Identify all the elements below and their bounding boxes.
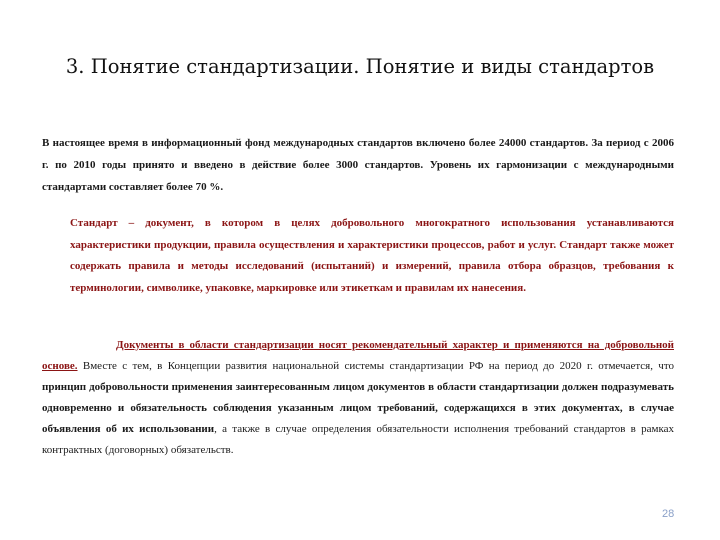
- paragraph-standard-definition: Стандарт – документ, в котором в целях добровольного многократного использования устанавливаются характеристики продукции, правила осуществления и характеристики процессов, работ и услуг. Стандарт также может содержать правила и методы исследований (испытаний) и измерений, правила отбора образцов, требования к терминологии, символике, упаковке, маркировке или этикеткам и правилам их нанесения.: [70, 217, 674, 294]
- page-number: 28: [662, 508, 675, 520]
- recommendation-statement: Документы в области стандартизации носят рекомендательный характер и применяются на добровольной основе.: [42, 339, 674, 372]
- paragraph-voluntary-principle: [42, 335, 674, 461]
- voluntary-principle-bold: принцип добровольности применения заинтересованным лицом документов в области стандартизации должен подразумевать одновременно и обязательность соблюдения указанным лицом требований, содержащихся в этих документах, в случае объявления об их использовании: [42, 381, 674, 435]
- slide-title: 3. Понятие стандартизации. Понятие и виды стандартов: [65, 55, 655, 78]
- concept-text-1: Вместе с тем, в Концепции развития национальной системы стандартизации РФ на период до 2020 г. отмечается, что: [77, 360, 674, 372]
- concept-text-2: , а также в случае определения обязательности исполнения требований стандартов в рамках контрактных (договорных) обязательств.: [42, 423, 675, 456]
- paragraph-intro: В настоящее время в информационный фонд международных стандартов включено более 24000 стандартов. За период с 2006 г. по 2010 годы принято и введено в действие более 3000 стандартов. Уровень их гармонизации с международными стандартами составляет более 70 %.: [42, 137, 674, 193]
